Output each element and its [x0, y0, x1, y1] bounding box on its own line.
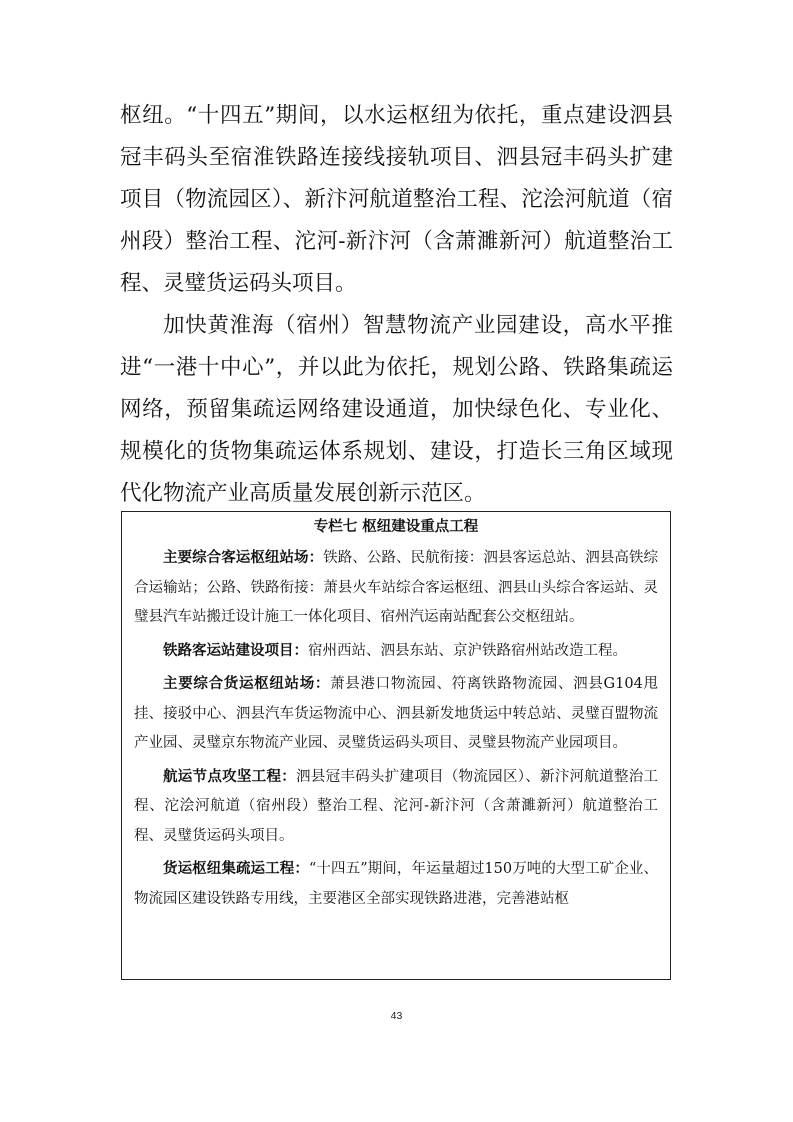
box-item-label: 主要综合货运枢纽站场： — [163, 676, 331, 692]
box-item-text: 宿州西站、泗县东站、京沪铁路宿州站改造工程。 — [308, 642, 627, 659]
box-item-text: “十四五”期间，年运量超过150万吨的大型工矿企业、物流园区建设铁路专用线，主要港区全部实现铁路进港，完善港站枢 — [134, 861, 659, 907]
box-item-label: 主要综合客运枢纽站场： — [163, 550, 324, 566]
body-paragraph-1: 枢纽。“十四五”期间，以水运枢纽为依托，重点建设泗县冠丰码头至宿淮铁路连接线接轨项目、泗县冠丰码头扩建项目（物流园区）、新汴河航道整治工程、沱浍河航道（宿州段）整治工程、沱河-新汴河（含萧濉新河）航道整治工程、灵璧货运码头项目。 — [120, 103, 673, 296]
page-number: 43 — [390, 1010, 403, 1022]
box-item-text: 泗县冠丰码头扩建项目（物流园区）、新汴河航道整治工程、沱浍河航道（宿州段）整治工程、沱河-新汴河（含萧濉新河）航道整治工程、灵璧货运码头项目。 — [134, 768, 659, 844]
box-item-text: 铁路、公路、民航衔接：泗县客运总站、泗县高铁综合运输站；公路、铁路衔接：萧县火车站综合客运枢纽、泗县山头综合客运站、灵璧县汽车站搬迁设计施工一体化项目、宿州汽运南站配套公交枢纽站。 — [134, 550, 659, 625]
box-item-label: 货运枢纽集疏运工程： — [163, 861, 309, 877]
box-item-railway-stations — [134, 637, 658, 667]
box-title: 专栏七 枢纽建设重点工程 — [313, 519, 479, 535]
box-item-label: 铁路客运站建设项目： — [163, 642, 308, 659]
body-paragraph-2: 加快黄淮海（宿州）智慧物流产业园建设，高水平推进“一港十中心”，并以此为依托，规划公路、铁路集疏运网络，预留集疏运网络建设通道，加快绿色化、专业化、规模化的货物集疏运体系规划、建设，打造长三角区域现代化物流产业高质量发展创新示范区。 — [120, 313, 673, 506]
box-item-freight-collection — [134, 855, 658, 914]
project-sidebar-box — [121, 511, 671, 980]
box-item-shipping-nodes — [134, 763, 658, 852]
box-item-label: 航运节点攻坚工程： — [163, 768, 297, 785]
box-item-passenger-hubs — [134, 544, 658, 633]
box-item-text: 萧县港口物流园、符离铁路物流园、泗县G104甩挂、接驳中心、泗县汽车货运物流中心、泗县新发地货运中转总站、灵璧百盟物流产业园、灵璧京东物流产业园、灵璧货运码头项目、灵璧县物流产业园项目。 — [134, 676, 658, 751]
box-item-freight-hubs — [134, 670, 658, 759]
